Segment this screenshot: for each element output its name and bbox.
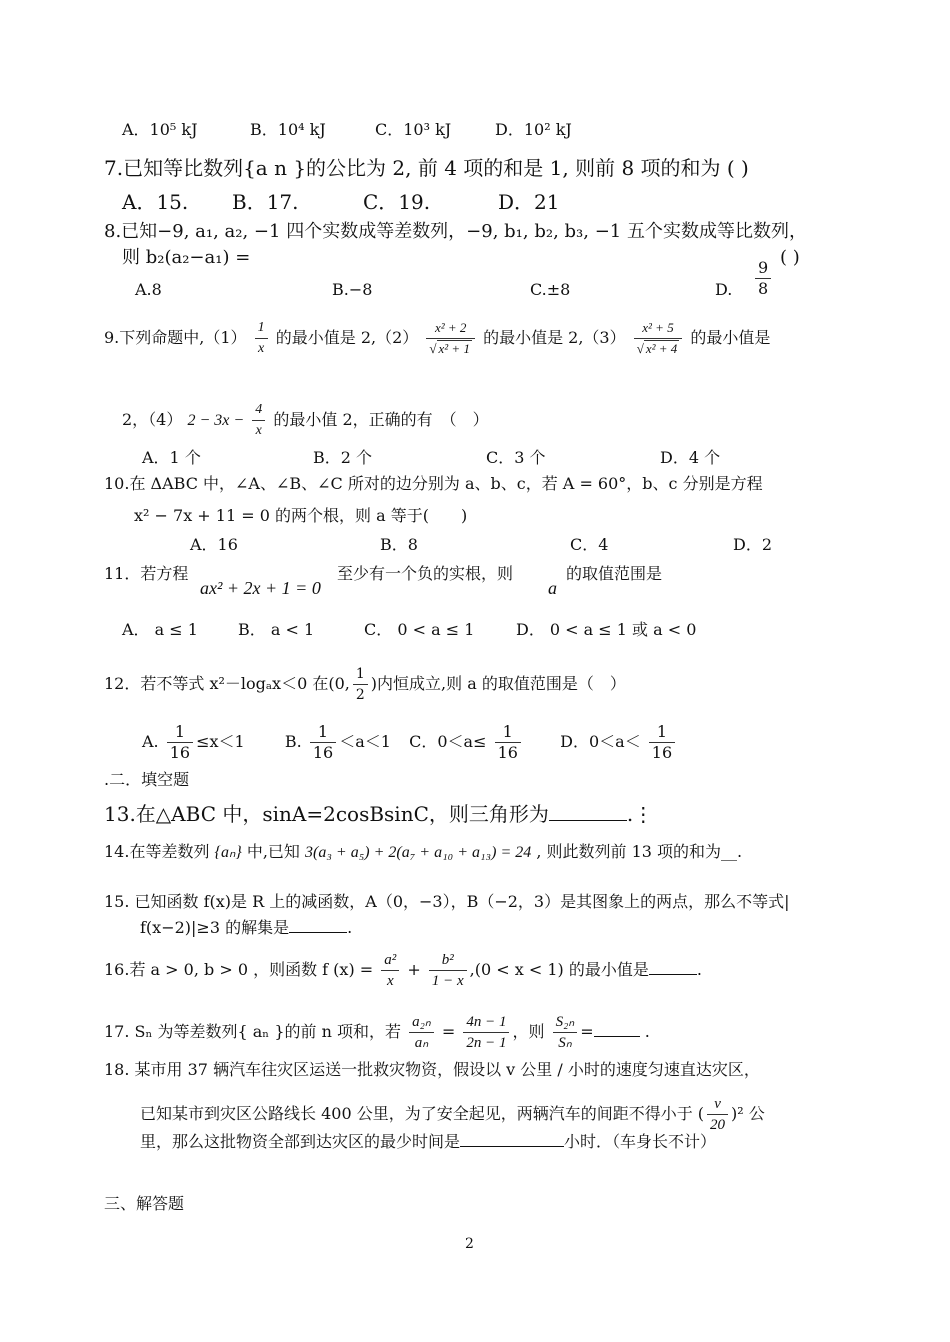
q12-option-a: A. (142, 732, 159, 751)
q10-stem-2: x² − 7x + 11 = 0 的两个根，则 a 等于( ) (134, 506, 468, 525)
q11-equation: ax² + 2x + 1 = 0 (200, 578, 321, 598)
q12-stem: 12．若不等式 x²－logₐx＜0 在(0, $\frac{1}{2}$ )内恒成立,则 a 的取值范围是（ ） (104, 666, 626, 703)
q8-paren: ( ) (780, 247, 800, 268)
q9-option-b: B．2 个 (313, 448, 373, 467)
q18-line-3: 里，那么这批物资全部到达灾区的最少时间是 小时．（车身长不计） (140, 1128, 716, 1154)
q8-stem-2: 则 b₂(a₂−a₁) = (122, 247, 251, 268)
q6-option-c: C．10³ kJ (375, 120, 452, 139)
q9-option-d: D．4 个 (660, 448, 721, 467)
q11-variable: a (548, 578, 557, 598)
section-3-heading: 三、解答题 (104, 1194, 185, 1213)
q8-option-a: A.8 (135, 280, 162, 299)
q15-line-2: f(x−2)|≥3 的解集是 . (140, 914, 352, 940)
q11-option-d: D． 0 < a ≤ 1 或 a < 0 (516, 620, 697, 639)
q7-option-b: B．17. (232, 190, 299, 214)
q7-stem: 7.已知等比数列{a n }的公比为 2, 前 4 项的和是 1, 则前 8 项的和为 ( ) (104, 156, 749, 180)
q12-options: A. $\frac{1}{16}$ ≤x＜1 B. $\frac{1}{16}$ ＜a＜1 C．0＜a≤ $\frac{1}{16}$ D．0＜a＜ $\frac{1}{16}$ (142, 722, 678, 763)
q6-option-b: B．10⁴ kJ (250, 120, 326, 139)
q10-option-c: C．4 (570, 535, 609, 554)
q12-option-c: C．0＜a≤ (409, 732, 487, 751)
q8-option-c: C.±8 (530, 280, 571, 299)
q12-option-d: D．0＜a＜ (560, 732, 641, 751)
q9-option-a: A．1 个 (142, 448, 201, 467)
q12-option-b: B. (284, 732, 302, 751)
q11-stem-2: 至少有一个负的实根，则 (337, 564, 514, 583)
q10-option-a: A．16 (190, 535, 238, 554)
q10-option-d: D．2 (733, 535, 773, 554)
page-number: 2 (465, 1236, 474, 1252)
q13: 13.在△ABC 中，sinA=2cosBsinC，则三角形为 .⋮ (104, 802, 654, 826)
q15-line-1: 15. 已知函数 f(x)是 R 上的减函数，A（0，−3），B（−2，3）是其图象上的两点，那么不等式| (104, 892, 790, 911)
q11-option-b: B． a < 1 (238, 620, 315, 639)
q11-option-a: A． a ≤ 1 (122, 620, 198, 639)
q11-option-c: C． 0 < a ≤ 1 (364, 620, 475, 639)
q9-stem: 9.下列命题中,（1） $\frac{1}{x}$ 的最小值是 2,（2） $\frac{\text{x² + 2}}{\text{√ x² + 1}}$ 的最小值是 2,（3） $\frac{\text{x² + 5}}{\text{√ x² + 4}}$ 的最小值是 (104, 320, 771, 356)
q16: 16.若 a > 0, b > 0 ，则函数 f (x) = $\frac{\text{a²}}{x}$ + $\frac{\text{b²}}{1 - x}$ ,(0 < x < 1) 的最小值是 . (104, 952, 702, 989)
q10-option-b: B．8 (380, 535, 418, 554)
q18-line-2: 已知某市到灾区公路线长 400 公里，为了安全起见，两辆汽车的间距不得小于 ( $\frac{v}{20}$ )² 公 (140, 1096, 765, 1133)
q9-option-c: C．3 个 (486, 448, 546, 467)
q8-stem: 8.已知−9, a₁, a₂, −1 四个实数成等差数列，−9, b₁, b₂, b₃, −1 五个实数成等比数列， (104, 221, 807, 242)
q9-stem-2: 2，（4） 2 − 3x − $\frac{4}{x}$ 的最小值 2，正确的有 （ ） (122, 402, 489, 438)
q11-stem-3: 的取值范围是 (566, 564, 663, 583)
q6-option-a: A．10⁵ kJ (122, 120, 198, 139)
q8-option-b: B.−8 (332, 280, 373, 299)
q11-stem: 11．若方程 (104, 564, 189, 583)
q8-option-d-fraction: $\frac{9}{8}$ (752, 258, 774, 299)
q7-option-d: D．21 (498, 190, 560, 214)
q7-option-a: A．15. (122, 190, 189, 214)
q8-option-d: D. (715, 280, 733, 299)
q10-stem: 10.在 ΔABC 中，∠A、∠B、∠C 所对的边分别为 a、b、c，若 A = 60°，b、c 分别是方程 (104, 474, 763, 493)
section-2-heading: .二．填空题 (104, 770, 190, 789)
q14: 14.在等差数列 {aₙ} 中,已知 3(a₃ + a₅) + 2(a₇ + a₁₀ + a₁₃) = 24 , 则此数列前 13 项的和为__. (104, 842, 743, 861)
q6-option-d: D．10² kJ (495, 120, 572, 139)
q17: 17. Sₙ 为等差数列{ aₙ }的前 n 项和，若 $\frac{\text{a₂ₙ}}{\text{aₙ}}$ = $\frac{4n - 1}{2n - 1}$ ，则 $\frac{\text{S₂ₙ}}{\text{Sₙ}}$ = . (104, 1014, 650, 1051)
q18-line-1: 18. 某市用 37 辆汽车往灾区运送一批救灾物资，假设以 v 公里 / 小时的速度匀速直达灾区， (104, 1060, 760, 1079)
q7-option-c: C．19. (363, 190, 431, 214)
